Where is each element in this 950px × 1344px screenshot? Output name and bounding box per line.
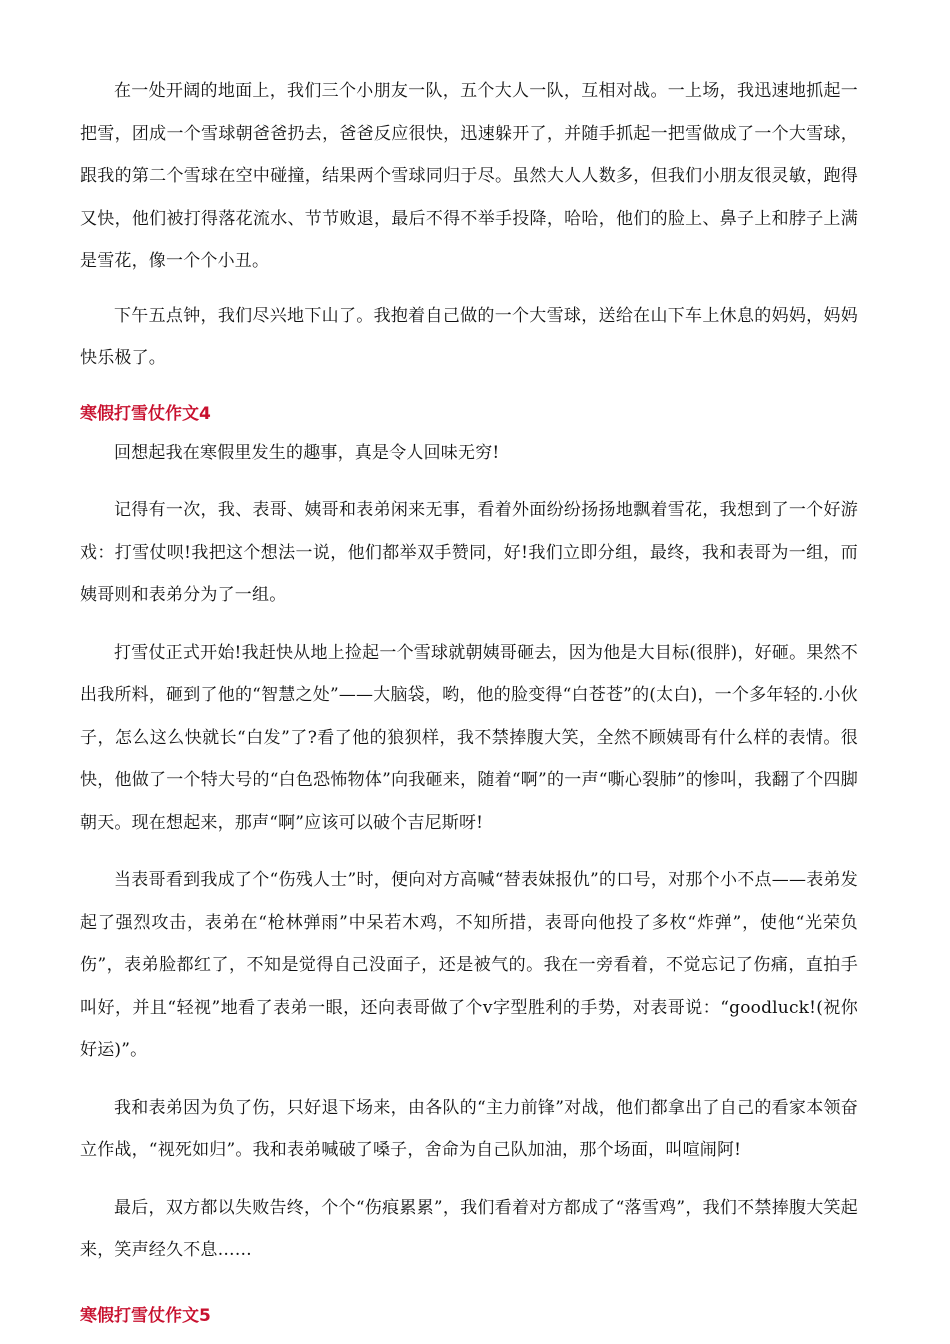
- section-4-paragraph-4: 当表哥看到我成了个“伤残人士”时，便向对方高喊“替表妹报仇”的口号，对那个小不点——表弟发起了强烈攻击，表弟在“枪林弹雨”中呆若木鸡，不知所措，表哥向他投了多枚“炸弹”，使他“光荣负伤”，表弟脸都红了，不知是觉得自己没面子，还是被气的。我在一旁看着，不觉忘记了伤痛，直拍手叫好，并且“轻视”地看了表弟一眼，还向表哥做了个v字型胜利的手势，对表哥说：“goodluck!(祝你好运)”。: [80, 870, 858, 1060]
- section-4-paragraph-2: 记得有一次，我、表哥、姨哥和表弟闲来无事，看着外面纷纷扬扬地飘着雪花，我想到了一个好游戏：打雪仗呗!我把这个想法一说，他们都举双手赞同，好!我们立即分组，最终，我和表哥为一组，而姨哥则和表弟分为了一组。: [80, 500, 858, 605]
- section-5-title: 寒假打雪仗作文5: [80, 1305, 211, 1326]
- section-4-paragraph-5: 我和表弟因为负了伤，只好退下场来，由各队的“主力前锋”对战，他们都拿出了自己的看家本领奋立作战，“视死如归”。我和表弟喊破了嗓子，舍命为自己队加油，那个场面，叫喧闹阿!: [80, 1097, 858, 1160]
- section-4-paragraph-6: 最后，双方都以失败告终，个个“伤痕累累”，我们看着对方都成了“落雪鸡”，我们不禁捧腹大笑起来，笑声经久不息……: [80, 1197, 858, 1260]
- section-4-title: 寒假打雪仗作文4: [80, 403, 211, 424]
- section-4-paragraph-1: 回想起我在寒假里发生的趣事，真是令人回味无穷!: [114, 442, 500, 463]
- paragraph-going-home: 下午五点钟，我们尽兴地下山了。我抱着自己做的一个大雪球，送给在山下车上休息的妈妈，妈妈快乐极了。: [80, 305, 858, 368]
- paragraph-snowball-fight: 在一处开阔的地面上，我们三个小朋友一队，五个大人一队，互相对战。一上场，我迅速地抓起一把雪，团成一个雪球朝爸爸扔去，爸爸反应很快，迅速躲开了，并随手抓起一把雪做成了一个大雪球，跟我的第二个雪球在空中碰撞，结果两个雪球同归于尽。虽然大人人数多，但我们小朋友很灵敏，跑得又快，他们被打得落花流水、节节败退，最后不得不举手投降，哈哈，他们的脸上、鼻子上和脖子上满是雪花，像一个个小丑。: [80, 81, 858, 271]
- section-4-paragraph-3: 打雪仗正式开始!我赶快从地上捡起一个雪球就朝姨哥砸去，因为他是大目标(很胖)，好砸。果然不出我所料，砸到了他的“智慧之处”——大脑袋，哟，他的脸变得“白苍苍”的(太白)，一个多年轻的.小伙子，怎么这么快就长“白发”了?看了他的狼狈样，我不禁捧腹大笑，全然不顾姨哥有什么样的表情。很快，他做了一个特大号的“白色恐怖物体”向我砸来，随着“啊”的一声“嘶心裂肺”的惨叫，我翻了个四脚朝天。现在想起来，那声“啊”应该可以破个吉尼斯呀!: [80, 642, 858, 833]
